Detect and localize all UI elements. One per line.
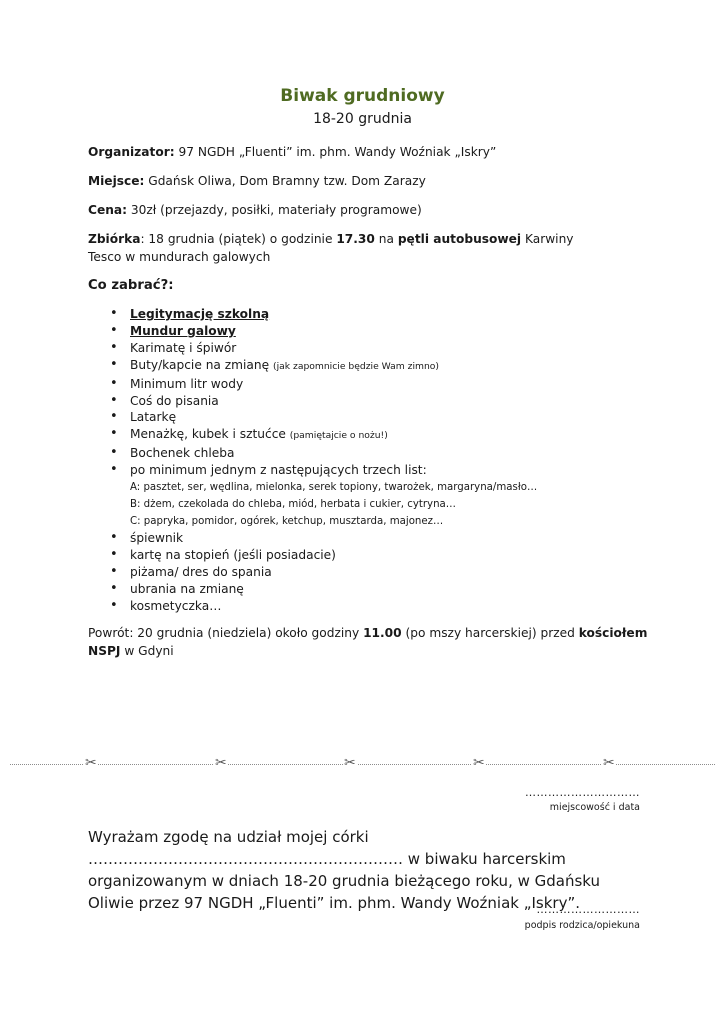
food-list-c: C: papryka, pomidor, ogórek, ketchup, musztarda, majonez… — [130, 516, 444, 528]
gathering-text-3: Karwiny Tesco w mundurach galowych — [88, 232, 574, 264]
list-item-text: Coś do pisania — [130, 393, 219, 408]
list-item — [110, 547, 630, 564]
scissors-icon: ✂ — [344, 755, 356, 771]
scissors-icon: ✂ — [473, 755, 485, 771]
place-value: Gdańsk Oliwa, Dom Bramny tzw. Dom Zarazy — [144, 174, 426, 188]
price-line — [88, 201, 608, 219]
list-item — [110, 581, 630, 598]
list-item-text: Legitymację szkolną — [130, 307, 270, 321]
signature-dots: ……………………… — [536, 903, 640, 916]
list-item — [110, 393, 630, 410]
list-item-text: po minimum jednym z następujących trzech list: — [130, 463, 427, 478]
organizer-value: 97 NGDH „Fluenti” im. phm. Wandy Woźniak „Iskry” — [174, 145, 497, 159]
gathering-line — [88, 230, 598, 266]
list-item — [110, 376, 630, 393]
list-item — [110, 530, 630, 547]
list-item-text: kosmetyczka… — [130, 598, 222, 613]
packing-list — [110, 306, 630, 615]
page-subtitle-dates: 18-20 grudnia — [313, 111, 412, 127]
consent-statement: Wyrażam zgodę na udział mojej córki ……………………………………………………… w biwaku harcerskim organizowanym w dniach 18-20 grudnia bieżącego roku, w Gdańsku Oliwie przez 97 NGDH „Fluenti” im. phm. Wandy Woźniak „Iskry”. — [88, 828, 601, 912]
return-place: kościołem NSPJ — [88, 626, 648, 658]
list-item — [110, 462, 630, 530]
place-date-dots: ………………………… — [525, 786, 640, 799]
list-item-text: Buty/kapcie na zmianę — [130, 357, 273, 372]
list-item — [110, 426, 630, 445]
list-item — [110, 357, 630, 376]
list-item — [110, 323, 630, 340]
list-item-text: kartę na stopień (jeśli posiadacie) — [130, 547, 336, 562]
gathering-place: pętli autobusowej — [397, 232, 522, 246]
list-item — [110, 445, 630, 462]
list-item — [110, 340, 630, 357]
gathering-text-1: : 18 grudnia (piątek) o godzinie — [140, 232, 337, 246]
list-item-text: ubrania na zmianę — [130, 581, 244, 596]
scissors-icon: ✂ — [603, 755, 615, 771]
organizer-line — [88, 143, 608, 161]
list-item-note: (jak zapomnicie będzie Wam zimno) — [272, 360, 440, 372]
signature-caption: podpis rodzica/opiekuna — [524, 920, 640, 931]
food-list-a: A: pasztet, ser, wędlina, mielonka, serek topiony, twarożek, margaryna/masło… — [130, 482, 538, 494]
return-time: 11.00 — [363, 626, 402, 640]
return-text-2: (po mszy harcerskiej) przed — [401, 626, 579, 640]
return-text-3: w Gdyni — [120, 644, 174, 658]
list-item — [110, 598, 630, 615]
list-item-text: Bochenek chleba — [130, 446, 235, 461]
place-date-caption: miejscowość i data — [549, 802, 640, 813]
list-item-text: Mundur galowy — [130, 323, 236, 338]
food-list-b: B: dżem, czekolada do chleba, miód, herbata i cukier, cytryna… — [130, 499, 456, 511]
list-item — [110, 564, 630, 581]
packing-heading: Co zabrać?: — [88, 278, 174, 293]
scissors-icon: ✂ — [215, 755, 227, 771]
gathering-text-2: na — [374, 232, 398, 246]
price-label: Cena: — [88, 203, 127, 217]
list-item — [110, 409, 630, 426]
price-value: 30zł (przejazdy, posiłki, materiały programowe) — [127, 203, 422, 217]
return-line — [88, 624, 648, 660]
list-item-text: piżama/ dres do spania — [130, 564, 272, 579]
place-line — [88, 172, 608, 190]
list-item-text: Minimum litr wody — [130, 376, 244, 391]
page-title: Biwak grudniowy — [280, 86, 445, 106]
gathering-label: Zbiórka — [88, 232, 141, 246]
list-item-text: śpiewnik — [130, 531, 184, 546]
return-text-1: Powrót: 20 grudnia (niedziela) około godziny — [88, 626, 364, 640]
list-item-text: Latarkę — [130, 410, 177, 425]
list-item — [110, 306, 630, 323]
gathering-time: 17.30 — [336, 232, 375, 246]
place-label: Miejsce: — [88, 174, 145, 188]
list-item-text: Menażkę, kubek i sztućce — [130, 427, 290, 442]
scissors-icon: ✂ — [85, 755, 97, 771]
list-item-note: (pamiętajcie o nożu!) — [289, 430, 388, 442]
organizer-label: Organizator: — [88, 145, 175, 159]
list-item-text: Karimatę i śpiwór — [130, 340, 237, 355]
